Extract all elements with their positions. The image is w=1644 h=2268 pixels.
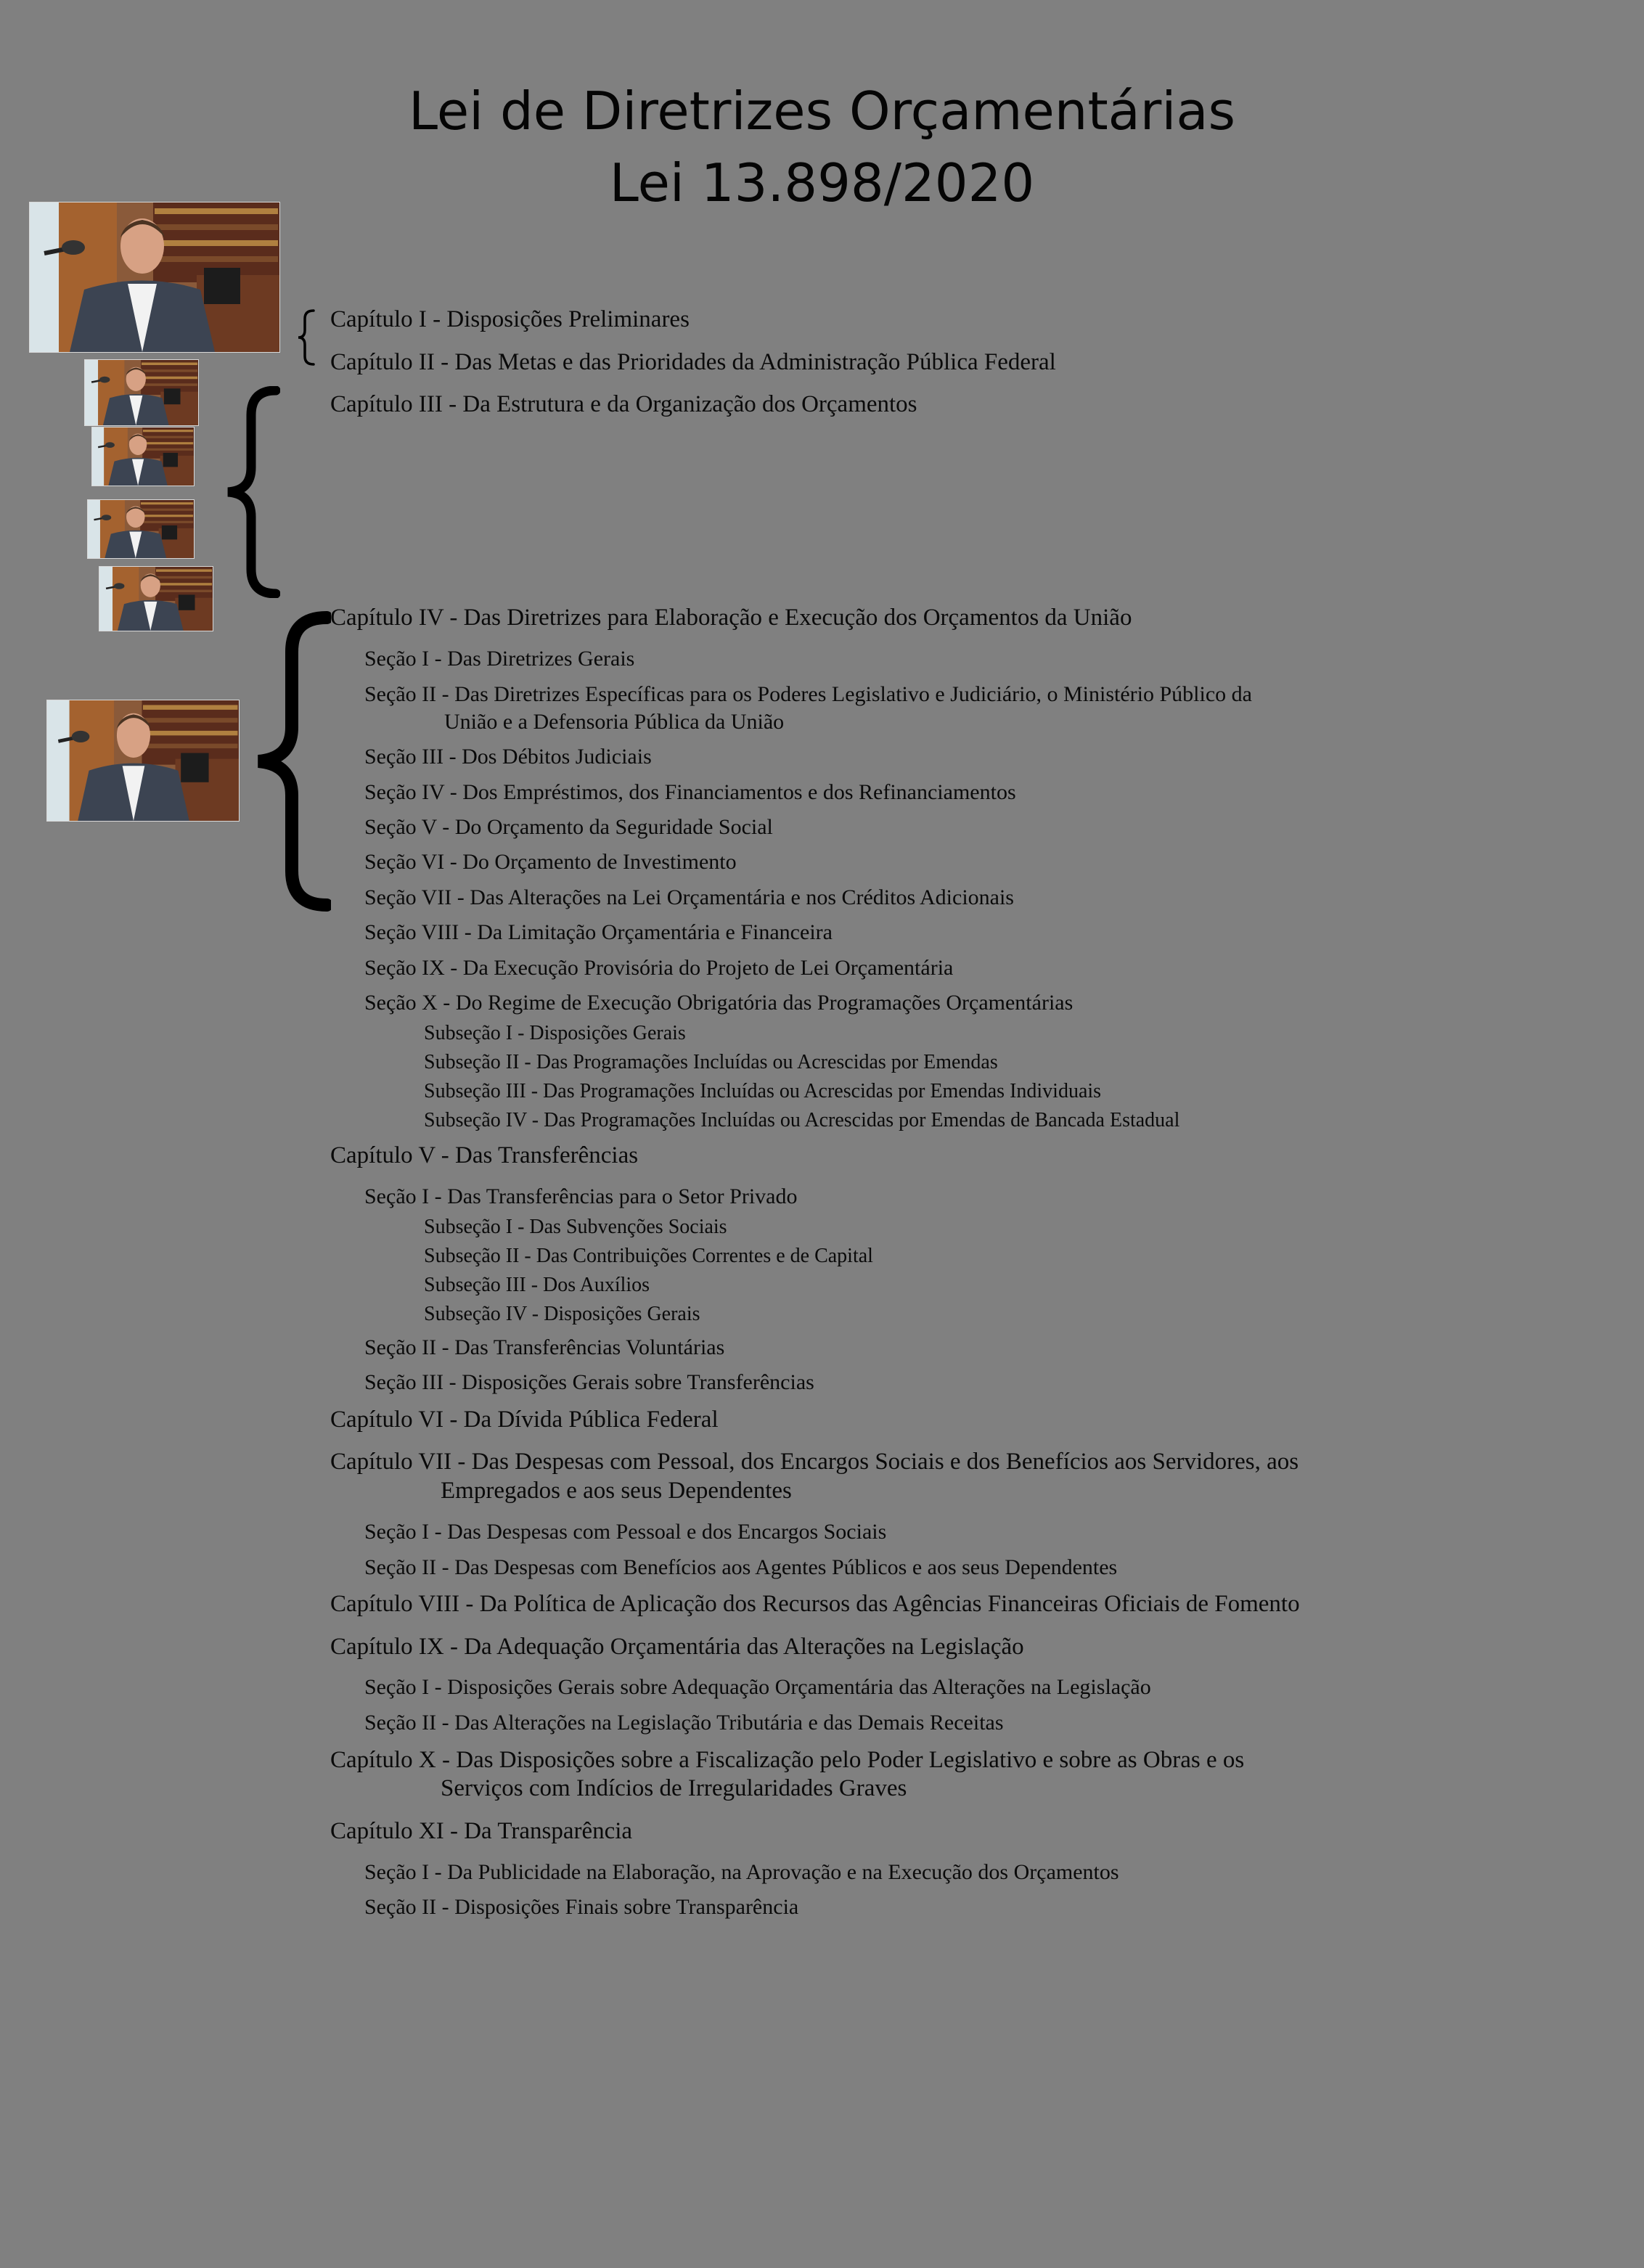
left-curly-brace-icon: [251, 611, 331, 912]
video-thumbnail[interactable]: [87, 499, 195, 559]
page-subtitle: Lei 13.898/2020: [609, 152, 1035, 213]
subsection-item: Subseção III - Das Programações Incluídas ou Acrescidas por Emendas Individuais: [424, 1080, 1102, 1102]
video-thumbnail[interactable]: [99, 566, 213, 631]
section-item: Seção VI - Do Orçamento de Investimento: [364, 850, 737, 874]
section-item: Seção I - Da Publicidade na Elaboração, na Aprovação e na Execução dos Orçamentos: [364, 1860, 1119, 1884]
section-item: Seção II - Disposições Finais sobre Transparência: [364, 1895, 799, 1919]
chapter-6: Capítulo VI - Da Dívida Pública Federal: [330, 1407, 719, 1433]
video-thumbnail[interactable]: [91, 427, 195, 486]
subsection-item: Subseção I - Disposições Gerais: [424, 1022, 686, 1044]
video-thumbnail[interactable]: [29, 202, 280, 353]
subsection-item: Subseção IV - Das Programações Incluídas ou Acrescidas por Emendas de Bancada Estadual: [424, 1109, 1180, 1131]
section-item: Seção IX - Da Execução Provisória do Projeto de Lei Orçamentária: [364, 956, 954, 980]
section-item: Seção IV - Dos Empréstimos, dos Financiamentos e dos Refinanciamentos: [364, 780, 1016, 804]
section-item: Seção I - Das Despesas com Pessoal e dos Encargos Sociais: [364, 1520, 887, 1544]
section-item: Seção II - Das Transferências Voluntárias: [364, 1335, 725, 1359]
section-item: Seção II - Das Despesas com Benefícios aos Agentes Públicos e aos seus Dependentes: [364, 1555, 1118, 1579]
section-item: Seção III - Disposições Gerais sobre Transferências: [364, 1370, 814, 1394]
chapter-7-continuation: Empregados e aos seus Dependentes: [441, 1478, 792, 1504]
section-item: Seção I - Disposições Gerais sobre Adequação Orçamentária das Alterações na Legislação: [364, 1675, 1151, 1699]
page-title: Lei de Diretrizes Orçamentárias: [408, 81, 1236, 142]
section-item: Seção I - Das Diretrizes Gerais: [364, 647, 635, 671]
chapter-9: Capítulo IX - Da Adequação Orçamentária das Alterações na Legislação: [330, 1634, 1024, 1660]
video-thumbnail[interactable]: [84, 359, 199, 426]
section-item: Seção VII - Das Alterações na Lei Orçamentária e nos Créditos Adicionais: [364, 885, 1014, 909]
chapter-7: Capítulo VII - Das Despesas com Pessoal, dos Encargos Sociais e dos Benefícios aos Servidores, aos: [330, 1449, 1299, 1475]
chapter-8: Capítulo VIII - Da Política de Aplicação dos Recursos das Agências Financeiras Oficiais de Fomento: [330, 1591, 1300, 1617]
section-item: Seção II - Das Alterações na Legislação Tributária e das Demais Receitas: [364, 1711, 1004, 1735]
chapter-2: Capítulo II - Das Metas e das Prioridades da Administração Pública Federal: [330, 349, 1056, 375]
subsection-item: Subseção IV - Disposições Gerais: [424, 1303, 700, 1325]
chapter-10: Capítulo X - Das Disposições sobre a Fiscalização pelo Poder Legislativo e sobre as Obras e os: [330, 1747, 1245, 1773]
chapter-11: Capítulo XI - Da Transparência: [330, 1818, 633, 1844]
section-item: Seção V - Do Orçamento da Seguridade Social: [364, 815, 773, 839]
section-item: Seção II - Das Diretrizes Específicas para os Poderes Legislativo e Judiciário, o Ministério Público da: [364, 682, 1252, 706]
section-item-continuation: União e a Defensoria Pública da União: [444, 710, 785, 734]
subsection-item: Subseção II - Das Contribuições Correntes e de Capital: [424, 1245, 873, 1267]
subsection-item: Subseção II - Das Programações Incluídas ou Acrescidas por Emendas: [424, 1051, 998, 1073]
subsection-item: Subseção I - Das Subvenções Sociais: [424, 1216, 727, 1238]
chapter-10-continuation: Serviços com Indícios de Irregularidades Graves: [441, 1775, 907, 1801]
left-curly-brace-icon: [222, 386, 280, 598]
left-curly-brace-icon: [296, 308, 316, 367]
section-item: Seção X - Do Regime de Execução Obrigatória das Programações Orçamentárias: [364, 991, 1073, 1015]
section-item: Seção III - Dos Débitos Judiciais: [364, 745, 652, 769]
chapter-5: Capítulo V - Das Transferências: [330, 1142, 639, 1168]
chapter-1: Capítulo I - Disposições Preliminares: [330, 306, 690, 332]
section-item: Seção I - Das Transferências para o Setor Privado: [364, 1184, 798, 1208]
chapter-3: Capítulo III - Da Estrutura e da Organização dos Orçamentos: [330, 391, 917, 417]
subsection-item: Subseção III - Dos Auxílios: [424, 1274, 650, 1296]
section-item: Seção VIII - Da Limitação Orçamentária e Financeira: [364, 920, 833, 944]
video-thumbnail[interactable]: [46, 700, 240, 822]
chapter-4: Capítulo IV - Das Diretrizes para Elaboração e Execução dos Orçamentos da União: [330, 605, 1132, 631]
